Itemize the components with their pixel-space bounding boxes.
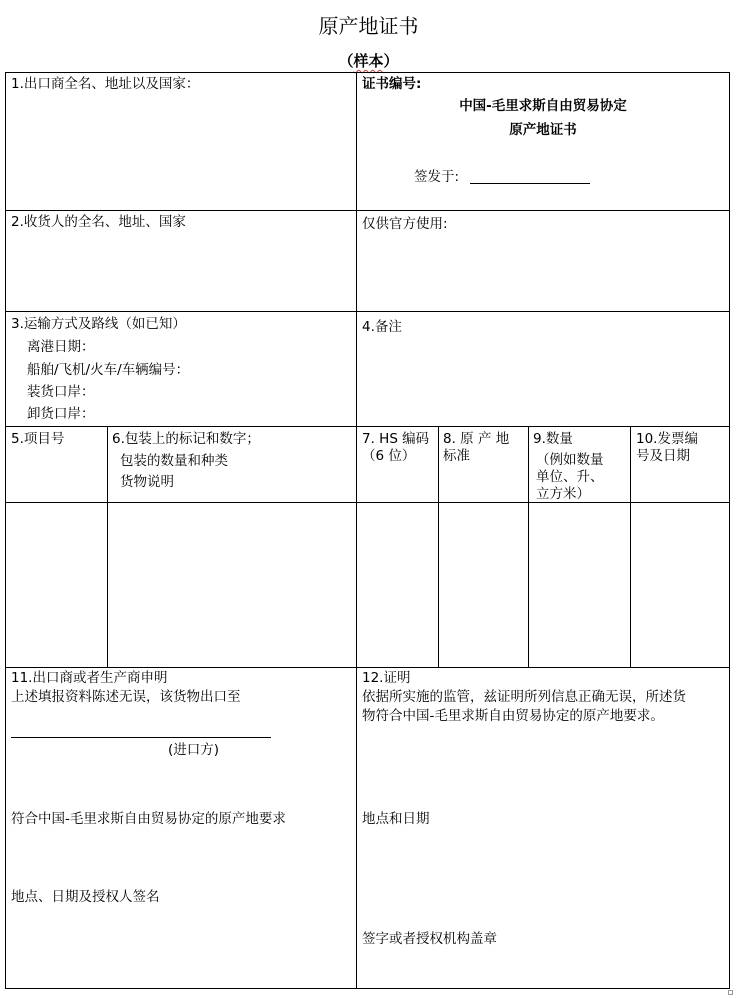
row-divider-4 — [5, 502, 730, 503]
box4-remarks-label: 4.备注 — [362, 319, 402, 335]
col10-invoice-header-line2: 号及日期 — [636, 448, 690, 464]
page-title: 原产地证书 — [318, 14, 419, 38]
col9-quantity-header-line1: 9.数量 — [533, 431, 573, 447]
box12-signature-stamp-label: 签字或者授权机构盖章 — [362, 931, 497, 947]
certificate-name: 原产地证书 — [509, 122, 577, 138]
row-divider-5 — [5, 667, 730, 668]
loading-port-label: 装货口岸： — [27, 384, 95, 400]
table-resize-handle[interactable] — [728, 990, 733, 995]
page-subtitle: （样本） — [338, 52, 399, 70]
col10-invoice-header-line1: 10.发票编 — [636, 431, 698, 447]
row-divider-2 — [5, 311, 730, 312]
box11-declaration-text: 上述填报资料陈述无误，该货物出口至 — [11, 689, 241, 705]
box12-place-date-label: 地点和日期 — [362, 811, 430, 827]
col-divider-5-6 — [107, 426, 108, 667]
col-divider-7-8 — [438, 426, 439, 667]
box11-declaration-label: 11.出口商或者生产商申明 — [11, 670, 168, 686]
box12-certification-label: 12.证明 — [362, 670, 411, 686]
col8-origin-criterion-header-line2: 标准 — [443, 448, 470, 464]
col9-quantity-header-line4: 立方米） — [536, 486, 590, 502]
col-divider-8-9 — [528, 426, 529, 667]
discharge-port-label: 卸货口岸： — [27, 406, 95, 422]
box11-signature-label: 地点、日期及授权人签名 — [11, 889, 160, 905]
agreement-name: 中国-毛里求斯自由贸易协定 — [459, 98, 627, 114]
box12-certification-text-line1: 依据所实施的监管，兹证明所列信息正确无误，所述货 — [362, 689, 686, 705]
importing-country-blank[interactable] — [11, 737, 271, 738]
sample-label: 样本 — [353, 52, 384, 70]
vessel-number-label: 船舶/飞机/火车/车辆编号： — [27, 362, 190, 378]
col-divider-9-10 — [630, 426, 631, 667]
table-border-top — [5, 72, 730, 73]
col7-hs-code-header-line2: （6 位） — [362, 448, 416, 464]
box1-exporter-label: 1.出口商全名、地址以及国家： — [11, 76, 200, 92]
row-divider-3 — [5, 426, 730, 427]
col7-hs-code-header-line1: 7. HS 编码 — [362, 431, 430, 447]
col6-marks-header-line2: 包装的数量和种类 — [120, 453, 228, 469]
issued-in-blank[interactable] — [470, 183, 590, 184]
box12-certification-text-line2: 物符合中国-毛里求斯自由贸易协定的原产地要求。 — [362, 708, 664, 724]
box3-transport-label: 3.运输方式及路线（如已知） — [11, 316, 186, 332]
col9-quantity-header-line2: （例如数量 — [536, 452, 604, 468]
col6-marks-header-line3: 货物说明 — [120, 474, 174, 490]
col8-origin-criterion-header-line1: 8. 原 产 地 — [443, 431, 510, 447]
box2-consignee-label: 2.收货人的全名、地址、国家 — [11, 214, 186, 230]
table-border-bottom — [5, 988, 730, 989]
col5-item-number-header: 5.项目号 — [11, 431, 65, 447]
certificate-number-label: 证书编号: — [362, 76, 422, 92]
box11-conformity-text: 符合中国-毛里求斯自由贸易协定的原产地要求 — [11, 811, 286, 827]
departure-date-label: 离港日期： — [27, 339, 95, 355]
row-divider-1 — [5, 210, 730, 211]
importing-party-label: (进口方) — [168, 742, 220, 758]
col6-marks-header-line1: 6.包装上的标记和数字； — [112, 431, 260, 447]
col9-quantity-header-line3: 单位、升、 — [536, 469, 604, 485]
issued-in-label: 签发于: — [414, 169, 460, 185]
official-use-label: 仅供官方使用: — [362, 216, 448, 232]
